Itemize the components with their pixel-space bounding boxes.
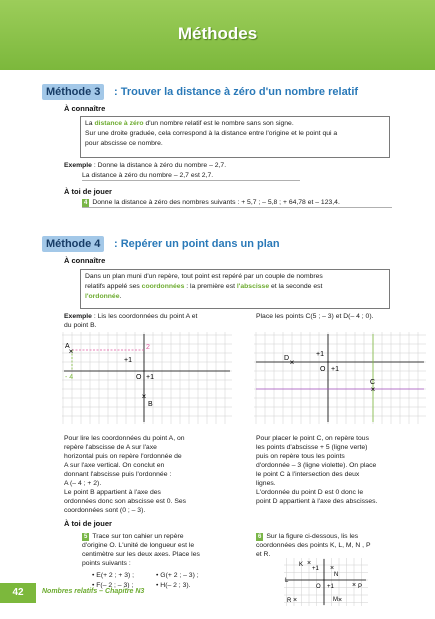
example-label: Exemple [64,162,92,169]
label-plus1-x: +1 [327,584,334,590]
left-explanation-line: repère l'abscisse de A sur l'axe [64,444,157,451]
rule-text: relatifs appelé ses [85,283,142,290]
method3-play-title: À toi de jouer [64,187,112,196]
left-explanation-line: donnant l'abscisse puis l'ordonnée : [64,471,172,478]
point-r-marker: × [292,597,298,604]
left-explanation [64,434,234,515]
example-text: du point B. [64,322,97,329]
right-explanation-line: L'ordonnée du point D est 0 donc le [256,489,364,496]
right-explanation-line: lignes. [256,480,276,487]
method3-rule-box [80,116,390,158]
graph-right [254,332,426,424]
rule-text: d'un nombre relatif est le nombre sans son signe. [143,120,294,127]
method3-know-title: À connaître [64,104,106,113]
chapter-footer: Nombres relatifs – Chapitre N3 [42,588,145,595]
point-a-label: A [65,343,70,350]
left-explanation-line: Pour lire les coordonnées du point A, on [64,435,185,442]
graph-exercise6 [284,558,368,606]
rule-text: La [85,120,95,127]
example-label: Exemple [64,313,92,320]
method4-rule-box [80,269,390,309]
label-minus4: - 4 [65,374,74,381]
graph-left [62,332,232,424]
label-origin: O [320,366,326,373]
point-d-marker: × [289,358,295,367]
method3-example-answer: La distance à zéro du nombre – 2,7 est 2,7. [82,171,300,181]
point-h: • H(– 2 ; 3). [156,582,191,589]
point-n-label: N [334,572,339,578]
point-c-label: C [370,379,376,386]
method3-example [64,161,394,170]
method4-tag: Méthode 4 [42,236,104,252]
point-b-marker: × [141,392,147,401]
rule-line: Dans un plan muni d'un repère, tout point est repéré par un couple de nombres [85,273,323,280]
rule-line: Sur une droite graduée, cela correspond à la distance entre l'origine et le point qui a [85,130,338,137]
exercise-text: Donne la distance à zéro des nombres suivants : + 5,7 ; – 5,8 ; + 64,78 et – 123,4. [92,199,340,206]
right-explanation-line: point D appartient à l'axe des abscisses. [256,498,378,505]
point-g: • G(+ 2 ; – 3) ; [156,572,199,579]
point-k-marker: × [306,560,312,567]
label-plus1-y: +1 [312,566,319,572]
left-explanation-line: ordonnées donc son abscisse est 0. Ses [64,498,187,505]
exercise-5-line: 5 Trace sur ton cahier un repère [84,533,184,540]
point-p-marker: × [351,582,357,589]
page-number: 42 [0,583,36,603]
label-origin: O [136,374,142,381]
exercise-6 [256,532,422,559]
label-plus1-x: +1 [146,374,154,381]
left-explanation-line: Le point B appartient à l'axe des [64,489,161,496]
point-n-marker: × [329,565,335,572]
label-plus1-y: +1 [316,351,324,358]
exercise-5-line: points suivants : [82,560,131,567]
point-r-label: R [287,598,292,604]
point-e: • E(+ 2 ; + 3) ; [92,572,135,579]
page-title: Méthodes [177,24,258,43]
exercise-5 [82,532,232,568]
right-explanation-line: Pour placer le point C, on repère tous [256,435,369,442]
rule-highlight: distance à zéro [94,120,144,127]
method4-title: : Repérer un point dans un plan [114,238,280,250]
method4-header [42,236,382,252]
rule-highlight: l'abscisse [236,283,270,290]
point-m-label: M [333,597,338,603]
label-plus1-y: +1 [124,357,132,364]
example-text: : Donne la distance à zéro du nombre – 2,7. [91,162,227,169]
rule-text: . [119,293,122,300]
method4-know-title: À connaître [64,256,106,265]
exercise-6-line: 6 Sur la figure ci-dessous, lis les [258,533,359,540]
label-2: 2 [146,344,150,351]
exercise-6-line: et R. [256,551,271,558]
right-explanation-line: puis on repère tous les points [256,453,345,460]
method3-exercise [82,198,392,208]
grid [254,332,426,424]
exercise-5-line: centimètre sur les deux axes. Place les [82,551,200,558]
exercise-5-line: d'origine O. L'unité de longueur est le [82,542,195,549]
left-explanation-line: horizontal puis on repère l'ordonnée de [64,453,182,460]
method3-tag: Méthode 3 [42,84,104,100]
exercise-number: 5 [84,534,88,540]
point-c-marker: × [370,385,376,394]
method4-play-title: À toi de jouer [64,519,112,528]
label-origin: O [316,584,321,590]
left-explanation-line: coordonnées sont (0 ; – 3). [64,507,146,514]
point-k-label: K [299,562,304,568]
method4-example-left [64,312,244,330]
left-explanation-line: A (– 4 ; + 2). [64,480,102,487]
point-a-marker: × [68,347,74,356]
rule-text: et la seconde est [269,283,323,290]
point-d-label: D [284,355,290,362]
rule-line: pour abscisse ce nombre. [85,140,163,147]
example-text: : Lis les coordonnées du point A et [91,313,198,320]
left-explanation-line: A sur l'axe vertical. On conclut en [64,462,165,469]
point-b-label: B [148,401,153,408]
rule-text: : la première est [184,283,237,290]
method3-title: : Trouver la distance à zéro d'un nombre relatif [114,86,359,98]
point-f: • F(– 2 ; – 3) ; [92,582,134,589]
right-explanation-line: d'ordonnée – 3 (ligne violette). On place [256,462,377,469]
exercise-number: 6 [258,534,262,540]
point-l-label: L [285,578,289,584]
rule-highlight: coordonnées [141,283,185,290]
right-explanation [256,434,426,506]
exercise-number: 4 [84,200,88,206]
point-p-label: P [358,584,363,590]
exercise-6-line: coordonnées des points K, L, M, N , P [256,542,371,549]
point-m-marker: × [337,597,343,604]
header-banner [0,0,435,70]
right-explanation-line: les points d'abscisse + 5 (ligne verte) [256,444,368,451]
method3-header [42,84,422,100]
label-plus1-x: +1 [331,366,339,373]
rule-highlight: l'ordonnée [85,293,120,300]
method4-example-right: Place les points C(5 ; – 3) et D(– 4 ; 0). [256,313,374,320]
right-explanation-line: le point C à l'intersection des deux [256,471,360,478]
